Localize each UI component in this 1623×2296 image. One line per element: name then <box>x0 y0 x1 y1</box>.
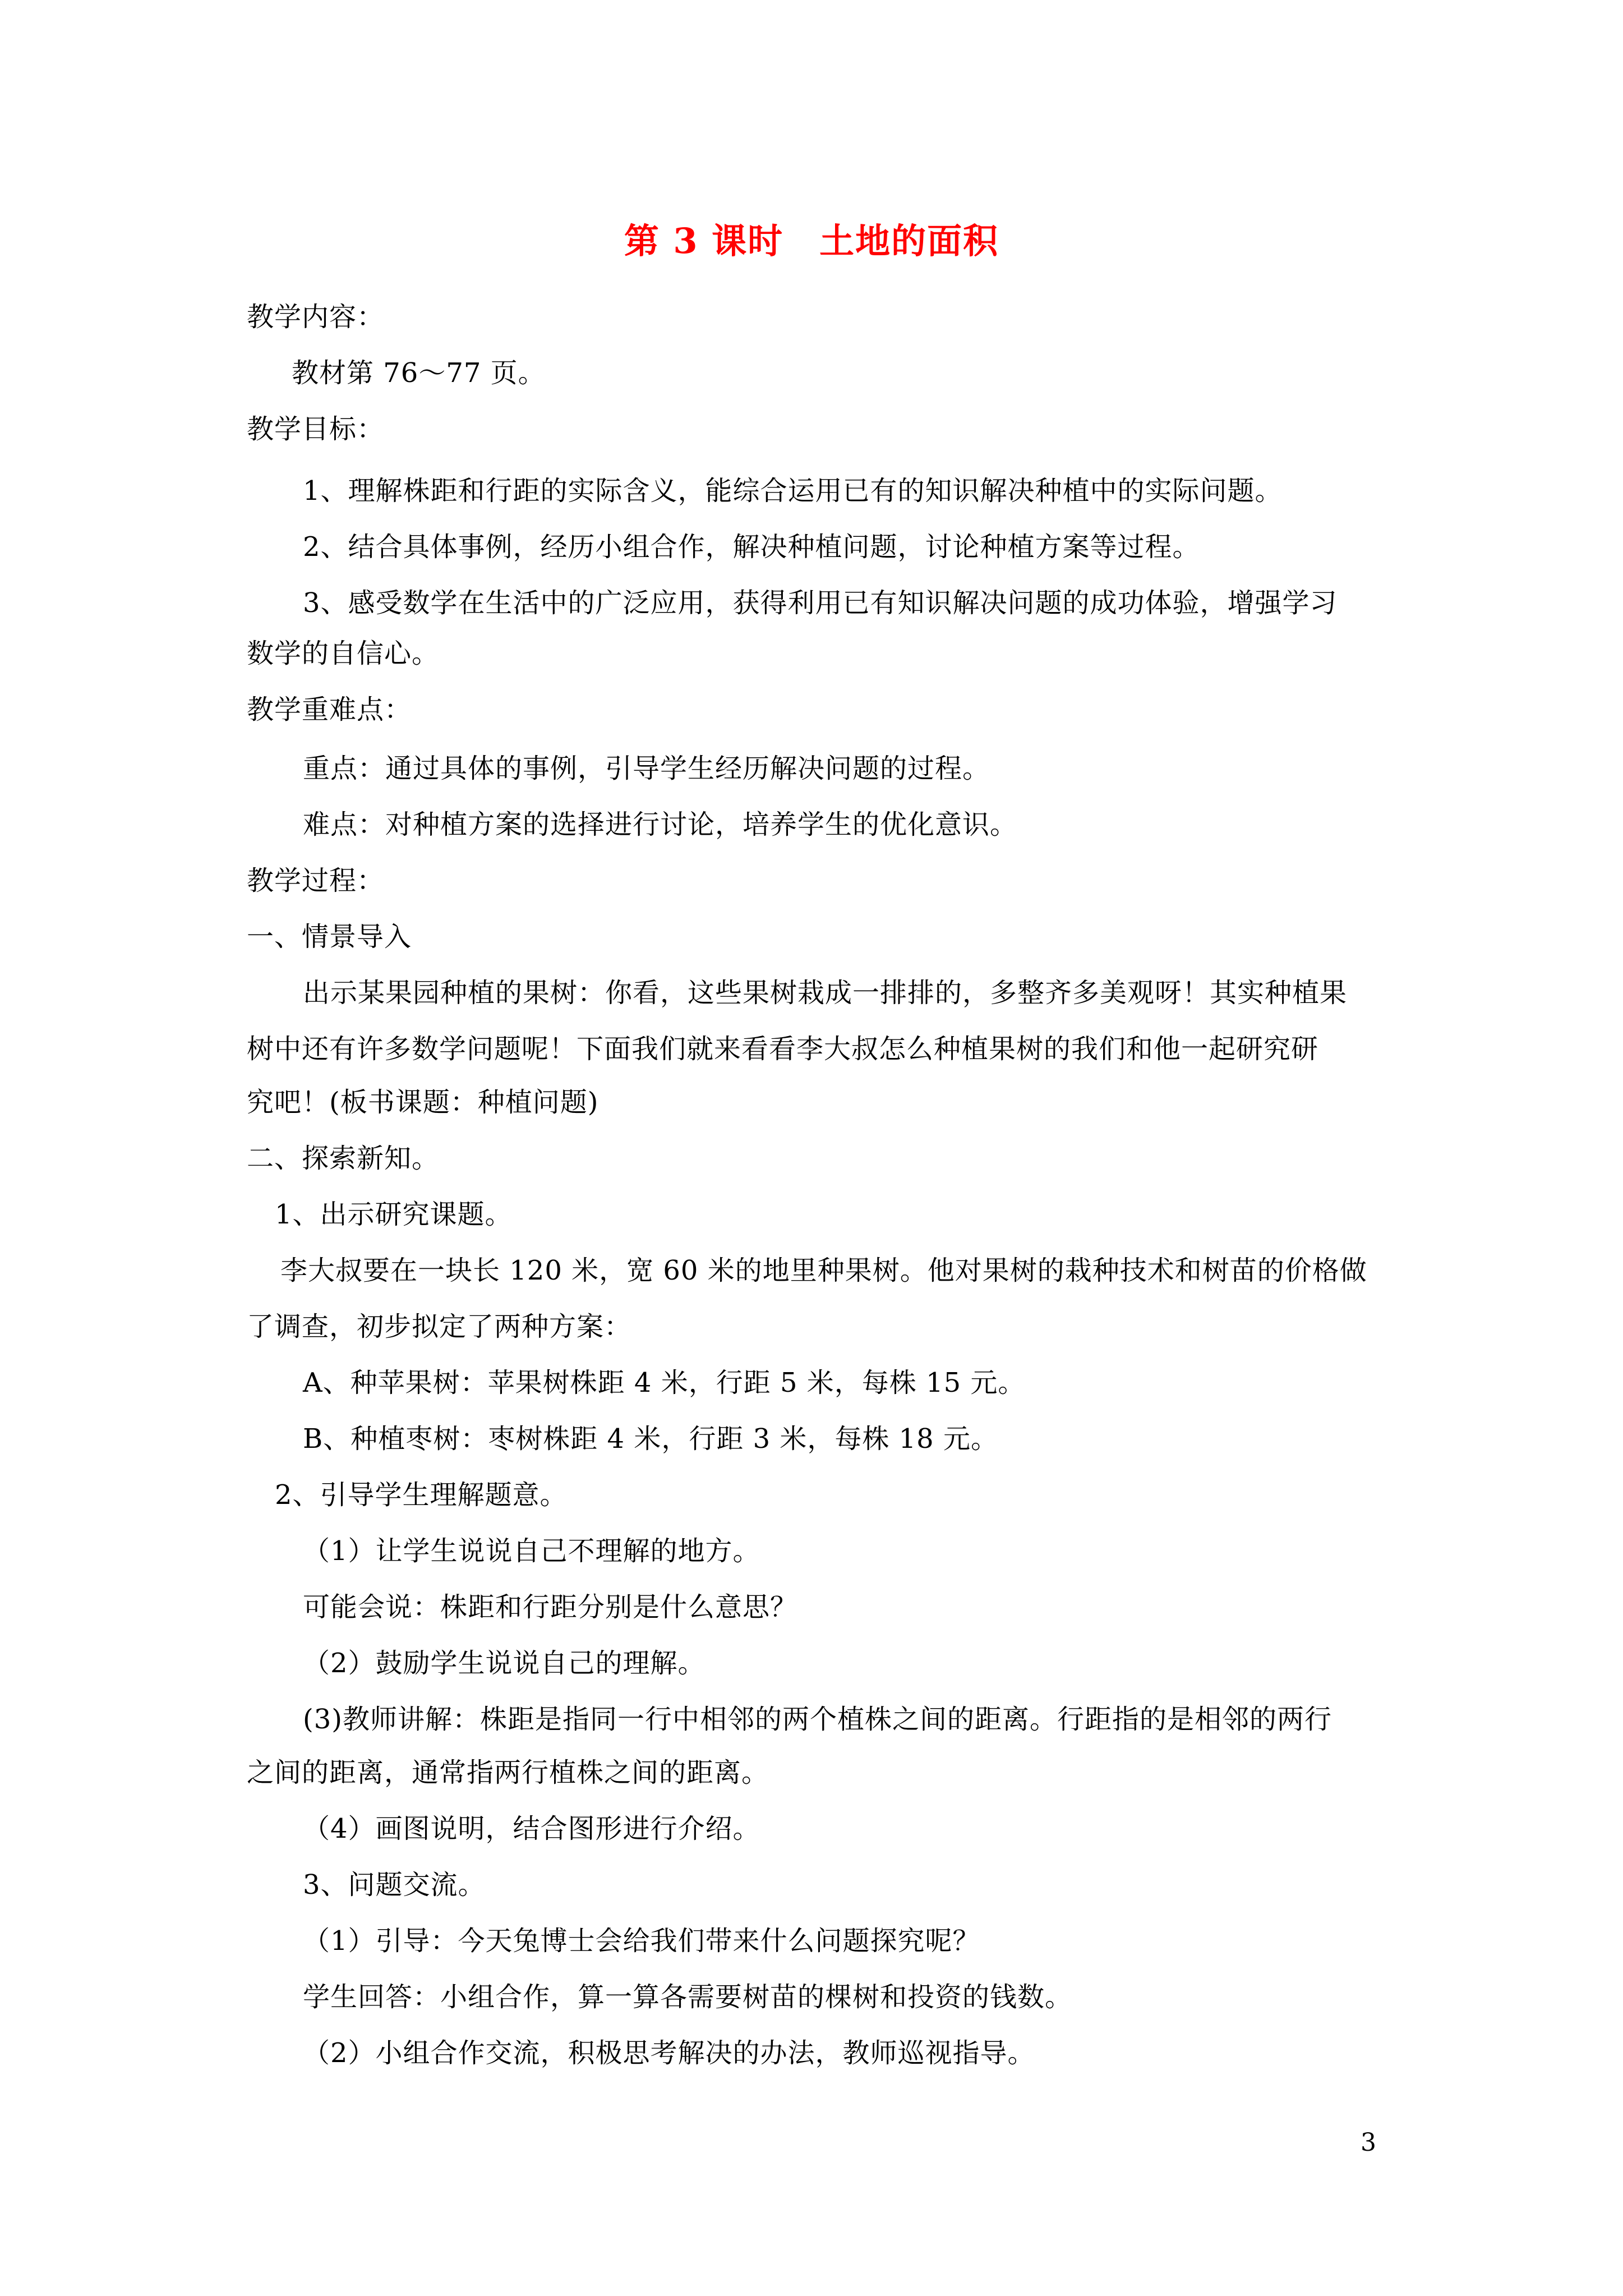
introduction-paragraph-line-2: 树中还有许多数学问题呢！下面我们就来看看李大叔怎么种植果树的我们和他一起研究研 <box>247 1033 1319 1065</box>
page-number: 3 <box>1361 2128 1376 2157</box>
step-2-item-3-line-1: (3)教师讲解：株距是指同一行中相邻的两个植株之间的距离。行距指的是相邻的两行 <box>303 1704 1332 1735</box>
plan-b: B、种植枣树：枣树株距 4 米，行距 3 米，每株 18 元。 <box>303 1423 998 1455</box>
heading-key-points: 教学重难点： <box>247 694 412 725</box>
paragraph-textbook-pages: 教材第 76～77 页。 <box>292 357 546 389</box>
step-3-student-answer: 学生回答：小组合作，算一算各需要树苗的棵树和投资的钱数。 <box>303 1981 1073 2013</box>
key-point: 重点：通过具体的事例，引导学生经历解决问题的过程。 <box>303 753 990 784</box>
goal-item-3: 3、感受数学在生活中的广泛应用，获得利用已有知识解决问题的成功体验，增强学习 <box>303 587 1338 619</box>
problem-paragraph-line-1: 李大叔要在一块长 120 米，宽 60 米的地里种果树。他对果树的栽种技术和树苗的价格做 <box>280 1255 1367 1286</box>
plan-a: A、种苹果树：苹果树株距 4 米，行距 5 米，每株 15 元。 <box>303 1367 1026 1398</box>
difficult-point: 难点：对种植方案的选择进行讨论，培养学生的优化意识。 <box>303 809 1018 840</box>
step-1-heading: 1、出示研究课题。 <box>275 1199 513 1230</box>
introduction-paragraph-line-3: 究吧！(板书课题：种植问题) <box>247 1087 599 1118</box>
heading-teaching-content: 教学内容： <box>247 301 385 333</box>
step-2-item-1: （1）让学生说说自己不理解的地方。 <box>303 1535 760 1567</box>
problem-paragraph-line-2: 了调查，初步拟定了两种方案： <box>247 1311 632 1342</box>
step-2-item-2: （2）鼓励学生说说自己的理解。 <box>303 1648 706 1679</box>
section-exploration: 二、探索新知。 <box>247 1143 440 1174</box>
heading-teaching-process: 教学过程： <box>247 865 385 896</box>
step-3-item-1: （1）引导：今天兔博士会给我们带来什么问题探究呢？ <box>303 1925 980 1957</box>
step-3-heading: 3、问题交流。 <box>303 1869 486 1901</box>
step-3-item-2: （2）小组合作交流，积极思考解决的办法，教师巡视指导。 <box>303 2037 1035 2069</box>
lesson-title: 第 3 课时 土地的面积 <box>624 220 999 261</box>
introduction-paragraph-line-1: 出示某果园种植的果树：你看，这些果树栽成一排排的，多整齐多美观呀！其实种植果 <box>303 977 1348 1009</box>
step-2-possible-answer: 可能会说：株距和行距分别是什么意思？ <box>303 1591 798 1623</box>
goal-item-3-continuation: 数学的自信心。 <box>247 638 440 669</box>
step-2-heading: 2、引导学生理解题意。 <box>275 1479 568 1511</box>
step-2-item-4: （4）画图说明，结合图形进行介绍。 <box>303 1813 760 1844</box>
goal-item-2: 2、结合具体事例，经历小组合作，解决种植问题，讨论种植方案等过程。 <box>303 531 1200 563</box>
section-introduction: 一、情景导入 <box>247 921 412 953</box>
step-2-item-3-line-2: 之间的距离，通常指两行植株之间的距离。 <box>247 1757 769 1788</box>
goal-item-1: 1、理解株距和行距的实际含义，能综合运用已有的知识解决种植中的实际问题。 <box>303 475 1283 507</box>
heading-teaching-goals: 教学目标： <box>247 413 385 445</box>
